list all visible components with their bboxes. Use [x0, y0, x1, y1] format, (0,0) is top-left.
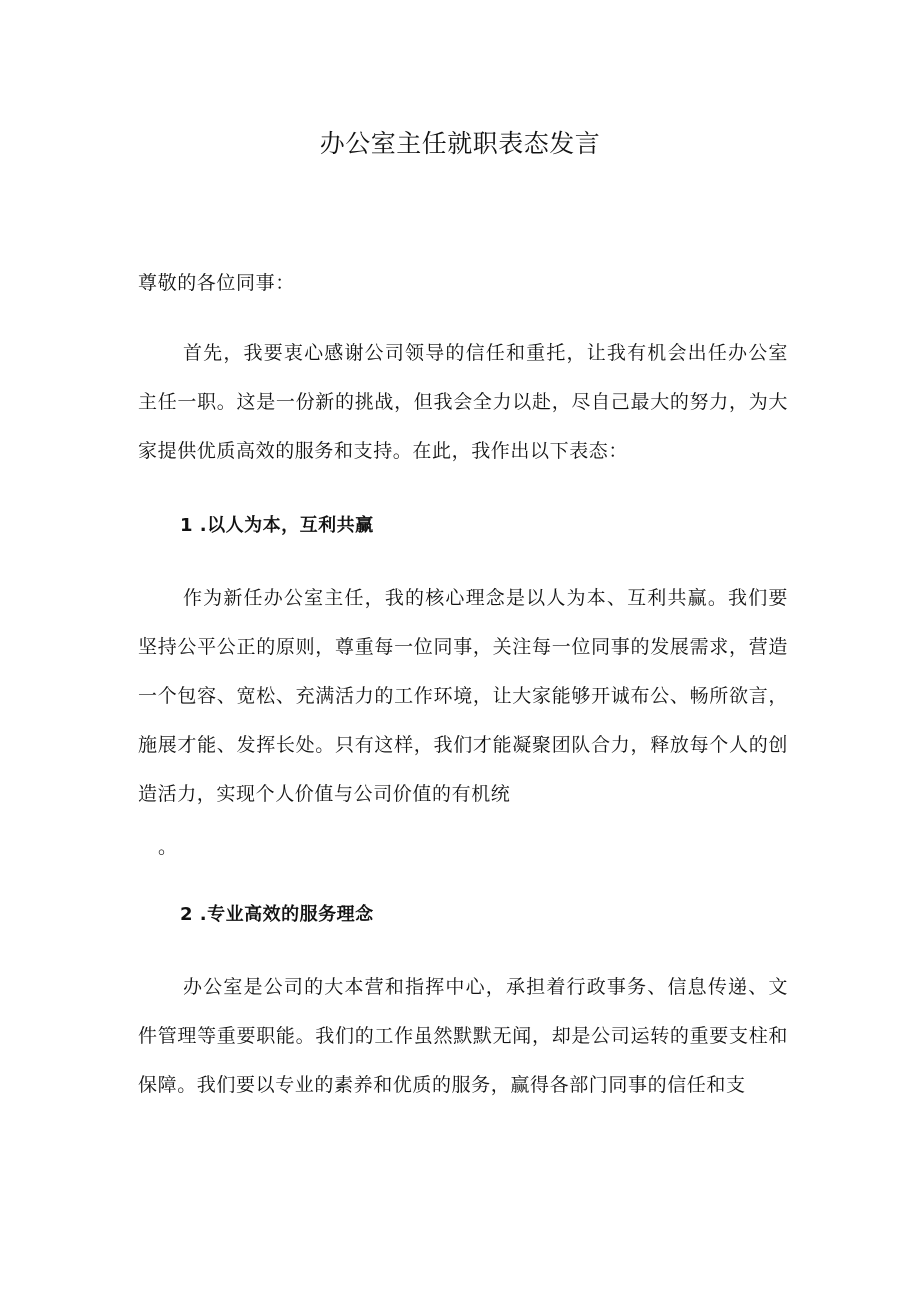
- section-1-trailing-punctuation: 。: [158, 836, 178, 858]
- section-2-paragraph: 办公室是公司的大本营和指挥中心，承担着行政事务、信息传递、文件管理等重要职能。我们的工作虽然默默无闻，却是公司运转的重要支柱和保障。我们要以专业的素养和优质的服务，赢得各部门同事的信任和支: [138, 976, 788, 1096]
- section-1-heading: 1 .以人为本，互利共赢: [180, 515, 374, 536]
- intro-paragraph: 首先，我要衷心感谢公司领导的信任和重托，让我有机会出任办公室主任一职。这是一份新的挑战，但我会全力以赴，尽自己最大的努力，为大家提供优质高效的服务和支持。在此，我作出以下表态：: [138, 342, 788, 462]
- document-title: 办公室主任就职表态发言: [319, 129, 601, 158]
- section-1-paragraph: 作为新任办公室主任，我的核心理念是以人为本、互利共赢。我们要坚持公平公正的原则，尊重每一位同事，关注每一位同事的发展需求，营造一个包容、宽松、充满活力的工作环境，让大家能够开诚布公、畅所欲言，施展才能、发挥长处。只有这样，我们才能凝聚团队合力，释放每个人的创造活力，实现个人价值与公司价值的有机统: [138, 587, 788, 805]
- section-2-heading: 2 .专业高效的服务理念: [180, 904, 374, 925]
- salutation: 尊敬的各位同事：: [138, 272, 295, 294]
